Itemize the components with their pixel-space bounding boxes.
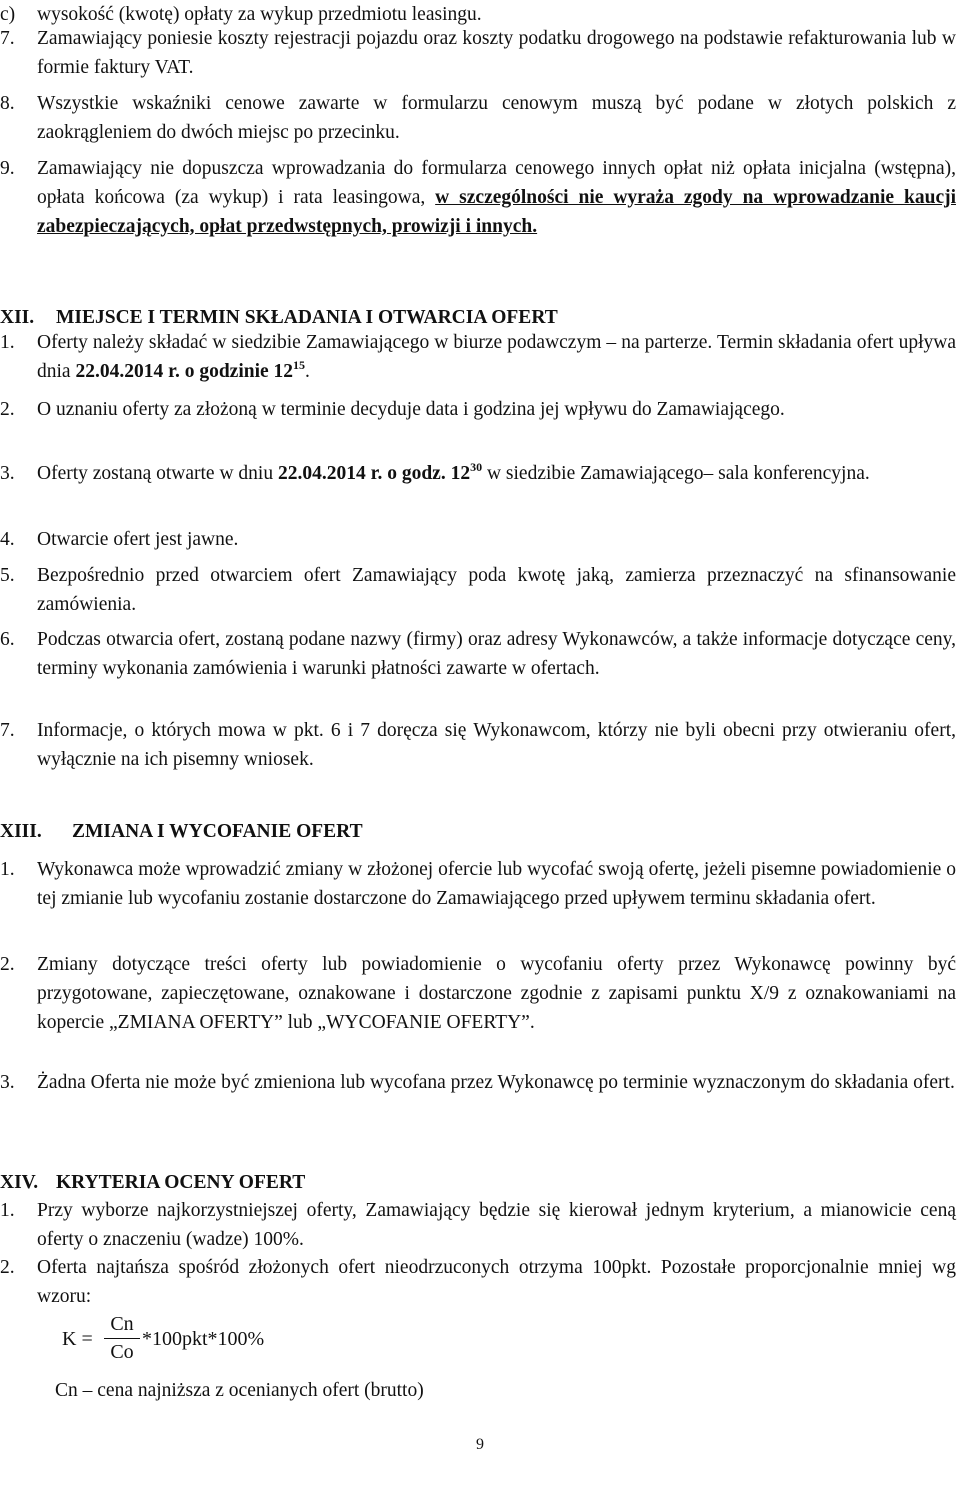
item-number: c) [0, 4, 16, 25]
list-item [0, 24, 956, 82]
scoring-formula [62, 1312, 362, 1374]
item-text [37, 154, 956, 241]
list-item [0, 716, 956, 774]
item-text-plain: Oferty zostaną otwarte w dniu [37, 463, 278, 484]
item-number: 3. [0, 463, 15, 484]
list-item [0, 1068, 956, 1097]
list-item [0, 625, 956, 683]
list-item [0, 855, 956, 913]
item-text: Żadna Oferta nie może być zmieniona lub wycofana przez Wykonawcę po terminie wyznaczonym do składania ofert. [37, 1072, 955, 1093]
section-title: KRYTERIA OCENY OFERT [56, 1172, 306, 1193]
formula-denominator: Co [110, 1341, 134, 1363]
item-number: 2. [0, 1257, 15, 1278]
section-heading [0, 1168, 940, 1197]
section-heading [0, 817, 940, 846]
opening-bold: 22.04.2014 r. o godz. 12 [277, 463, 471, 484]
item-text: Zamawiający poniesie koszty rejestracji pojazdu oraz koszty podatku drogowego na podstawie refakturowania lub w formie faktury VAT. [37, 28, 956, 78]
deadline-bold: 22.04.2014 r. o godzinie 12 [75, 361, 294, 382]
section-number: XIII. [0, 821, 42, 842]
list-item [0, 1253, 956, 1311]
item-text: Zmiany dotyczące treści oferty lub powiadomienie o wycofaniu oferty przez Wykonawcę powinny być przygotowane, zapieczętowane, oznakowane i dostarczone zgodnie z zapisami punktu X/9 z oznakowaniami na kopercie „ZMIANA OFERTY” lub „WYCOFANIE OFERTY”. [37, 954, 956, 1033]
formula-numerator: Cn [104, 1312, 140, 1339]
item-text [37, 459, 956, 488]
section-title: ZMIANA I WYCOFANIE OFERT [72, 821, 363, 842]
list-item [0, 459, 956, 488]
list-item [0, 1196, 956, 1254]
item-text: Oferta najtańsza spośród złożonych ofert nieodrzuconych otrzyma 100pkt. Pozostałe proporcjonalnie mniej wg wzoru: [37, 1257, 956, 1307]
formula-lhs: K = [62, 1328, 93, 1350]
formula-legend: Cn – cena najniższa z ocenianych ofert (brutto) [55, 1380, 424, 1401]
item-text-end: w siedzibie Zamawiającego– sala konferencyjna. [482, 463, 870, 484]
item-number: 1. [0, 859, 15, 880]
list-item [0, 328, 956, 386]
item-number: 5. [0, 565, 15, 586]
list-item [0, 89, 956, 147]
item-text: O uznaniu oferty za złożoną w terminie decyduje data i godzina jej wpływu do Zamawiającego. [37, 399, 785, 420]
item-number: 4. [0, 529, 15, 550]
item-number: 1. [0, 1200, 15, 1221]
section-number: XII. [0, 307, 35, 328]
deadline-minutes: 15 [293, 357, 306, 372]
item-text: Podczas otwarcia ofert, zostaną podane nazwy (firmy) oraz adresy Wykonawców, a także informacje dotyczące ceny, terminy wykonania zamówienia i warunki płatności zawarte w ofertach. [37, 629, 956, 679]
section-number: XIV. [0, 1172, 39, 1193]
item-text: Wszystkie wskaźniki cenowe zawarte w formularzu cenowym muszą być podane w złotych polskich z zaokrągleniem do dwóch miejsc po przecinku. [37, 93, 956, 143]
list-item [0, 950, 956, 1037]
item-text: Wykonawca może wprowadzić zmiany w złożonej ofercie lub wycofać swoją ofertę, jeżeli pisemne powiadomienie o tej zmianie lub wycofaniu zostanie dostarczone do Zamawiającego przed upływem terminu składania ofert. [37, 859, 956, 909]
list-item [0, 395, 956, 424]
formula-multiplier: *100pkt*100% [142, 1328, 265, 1350]
item-number: 7. [0, 28, 15, 49]
item-number: 8. [0, 93, 15, 114]
item-number: 2. [0, 399, 15, 420]
item-text-underlined: w szczególności nie wyraża zgody na wprowadzanie kaucji zabezpieczających, opłat przedwstępnych, prowizji i innych. [37, 187, 957, 237]
item-number: 2. [0, 954, 15, 975]
section-title: MIEJSCE I TERMIN SKŁADANIA I OTWARCIA OFERT [56, 307, 558, 328]
item-text: Przy wyborze najkorzystniejszej oferty, Zamawiający będzie się kierował jednym kryterium, a mianowicie ceną oferty o znaczeniu (wadze) 100%. [37, 1200, 956, 1250]
item-number: 1. [0, 332, 15, 353]
item-text-plain: Oferty należy składać w siedzibie Zamawiającego w biurze podawczym – na parterze. Termin składania ofert upływa dnia [37, 332, 956, 382]
item-number: 3. [0, 1072, 15, 1093]
formula-fraction [104, 1312, 140, 1365]
item-text-end: . [305, 361, 310, 382]
item-text-plain: Zamawiający nie dopuszcza wprowadzania do formularza cenowego innych opłat niż opłata inicjalna (wstępna), opłata końcowa (za wykup) i rata leasingowa, [37, 158, 956, 208]
list-item [0, 154, 956, 241]
list-item [0, 561, 956, 619]
item-number: 6. [0, 629, 15, 650]
page-number: 9 [476, 1436, 484, 1453]
list-item [0, 525, 956, 554]
opening-minutes: 30 [470, 459, 483, 474]
item-number: 7. [0, 720, 15, 741]
item-text: Otwarcie ofert jest jawne. [37, 529, 239, 550]
item-text: Informacje, o których mowa w pkt. 6 i 7 doręcza się Wykonawcom, którzy nie byli obecni przy otwieraniu ofert, wyłącznie na ich pisemny wniosek. [37, 720, 956, 770]
item-text [37, 328, 956, 386]
item-text: wysokość (kwotę) opłaty za wykup przedmiotu leasingu. [37, 4, 482, 25]
item-number: 9. [0, 158, 15, 179]
item-text: Bezpośrednio przed otwarciem ofert Zamawiający poda kwotę jaką, zamierza przeznaczyć na sfinansowanie zamówienia. [37, 565, 956, 615]
